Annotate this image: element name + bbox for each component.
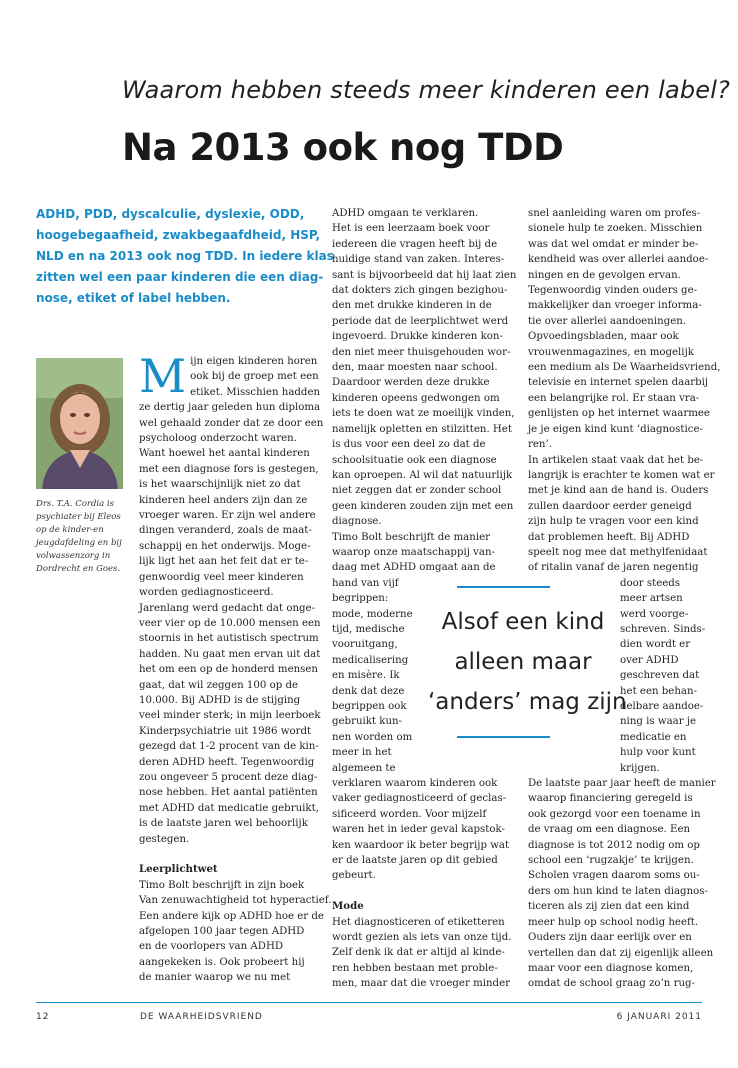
magazine-name: DE WAARHEIDSVRIEND [140,1012,263,1022]
body-line: deren ADHD heeft. Tegenwoordig [139,756,315,768]
body-line: lijk ligt het aan het feit dat er te- [139,556,309,568]
body-line: vooruitgang, [332,639,398,651]
body-line: meer in het [332,747,392,759]
body-line: veer vier op de 10.000 mensen een [139,617,321,629]
photo-caption [36,498,126,576]
body-line: Het diagnosticeren of etiketteren [332,916,505,928]
body-line: langrijk is erachter te komen wat er [528,469,715,481]
body-line: begrippen ook [332,701,407,712]
body-line: algemeen te [332,762,396,774]
caption-line: volwassenzorg in [36,551,111,561]
body-line: Scholen vragen daarom soms ou- [528,870,700,882]
body-line: zou ongeveer 5 procent deze diag- [139,771,318,783]
body-line: dat problemen heeft. Bij ADHD [528,531,690,543]
body-line: diagnose. [332,516,382,528]
author-photo [36,358,123,489]
body-line: medicatie en [620,731,687,743]
column-body [332,915,514,992]
page-number: 12 [36,1012,50,1022]
body-line: Ouders zijn daar eerlijk over en [528,932,692,944]
body-line: ders om hun kind te laten diagnos- [528,885,708,897]
body-line: meer hulp op school nodig heeft. [528,916,699,928]
body-line: nen worden om [332,731,413,743]
body-line: Want hoewel het aantal kinderen [139,448,310,460]
caption-line: jeugdafdeling en bij [36,538,122,548]
body-line: schreven. Sinds- [620,623,706,635]
pull-quote-rule-bottom [457,736,550,738]
body-line: over ADHD [620,654,679,666]
drop-cap: M [139,349,187,403]
column-body-narrow [620,576,708,776]
body-line: diagnose is tot 2012 nodig om op [528,839,700,851]
body-line: In artikelen staat vaak dat het be- [528,454,704,466]
intro-line: hoogebegaafheid, zwakbegaafdheid, HSP, [36,228,321,242]
body-line: namelijk opletten en stilzitten. Het [332,423,512,435]
body-line: iets te doen wat ze moeilijk vinden, [332,408,515,420]
pull-quote-rule-top [457,586,550,588]
body-line: vertellen dan dat zij eigenlijk alleen [528,947,714,959]
issue-date: 6 JANUARI 2011 [616,1012,702,1022]
body-line: door steeds [620,577,681,589]
body-line: wordt gezien als iets van onze tijd. [332,932,512,944]
body-line: was dat wel omdat er minder be- [528,238,699,250]
body-line: gezegd dat 1-2 procent van de kin- [139,741,319,753]
body-line: sant is bijvoorbeeld dat hij laat zien [332,269,517,281]
body-line: aangekeken is. Ook probeert hij [139,956,305,968]
body-line: waren het in ieder geval kapstok- [332,824,505,836]
body-line: geen kinderen zouden zijn met een [332,500,514,512]
body-line: begrippen: [332,593,389,605]
body-line: krijgen. [620,762,660,774]
body-line: ingevoerd. Drukke kinderen kon- [332,331,503,343]
body-line: Tegenwoordig vinden ouders ge- [528,285,698,297]
column-body [139,400,324,847]
body-line: periode dat de leerplichtwet werd [332,315,509,327]
body-line: speelt nog mee dat methylfenidaat [528,546,708,558]
body-line: mode, moderne [332,608,413,620]
body-line: Daardoor werden deze drukke [332,377,490,389]
body-line: Opvoedingsbladen, maar ook [528,331,679,343]
body-line: vroeger waren. Er zijn wel andere [139,510,316,522]
body-line: ook bij de groep met een [190,371,319,383]
column-body [332,206,517,884]
column-opening [139,349,321,403]
body-line: met ADHD dat medicatie gebruikt, [139,802,319,814]
body-line: gebeurt. [332,870,376,882]
body-line: is het waarschijnlijk niet zo dat [139,479,301,491]
body-line: televisie en internet spelen daarbij [528,377,709,389]
intro-line: nose, etiket of label hebben. [36,291,231,305]
body-line: met een diagnose fors is gestegen, [139,463,319,475]
article-column-1 [139,349,332,986]
body-line: makkelijker dan vroeger informa- [528,300,702,312]
body-line: kan oproepen. Al wil dat natuurlijk [332,469,513,481]
body-line: is dus voor een deel zo dat de [332,439,486,451]
body-line: omdat de school graag zo’n rug- [528,978,695,990]
body-line: waarop financiering geregeld is [528,793,693,805]
body-line: dat dokters zich gingen bezighou- [332,285,508,297]
body-line: iedereen die vragen heeft bij de [332,238,498,250]
body-line: Kinderpsychiatrie uit 1986 wordt [139,725,312,737]
body-line: sionele hulp te zoeken. Misschien [528,223,703,235]
body-line: gestegen. [139,833,190,845]
body-line: ren’. [528,439,552,451]
body-line: een medium als De Waarheidsvriend, [528,362,721,374]
intro-line: zitten wel een paar kinderen die een diag- [36,270,324,284]
pull-quote [428,602,627,722]
article-headline: Na 2013 ook nog TDD [122,126,564,169]
caption-line: psychiater bij Eleos [36,512,121,522]
body-line: kendheid was over allerlei aandoe- [528,254,709,266]
body-line: de vraag om een diagnose. Een [528,824,691,836]
body-line: veel minder sterk; in mijn leerboek [139,710,321,722]
column-body [528,776,716,992]
body-line: vaker gediagnosticeerd of geclas- [332,793,507,805]
body-line: met je kind aan de hand is. Ouders [528,485,709,497]
body-line: meer artsen [620,593,683,605]
body-line: ticeren als zij zien dat een kind [528,901,690,913]
body-line: hulp voor kunt [620,747,696,759]
body-line: den, maar moesten naar school. [332,362,498,374]
body-line: gebruikt kun- [332,716,403,728]
body-line: ken waardoor ik beter begrijp wat [332,839,510,851]
article-column-3 [528,206,721,992]
body-line: medicalisering [332,654,409,666]
body-line: Van zenuwachtigheid tot hyperactief. [139,895,332,907]
body-line: geschreven dat [620,670,700,682]
body-line: Timo Bolt beschrijft de manier [332,531,490,543]
caption-line: Dordrecht en Goes. [36,564,121,574]
body-line: 10.000. Bij ADHD is de stijging [139,694,301,706]
pull-quote-line: alleen maar [454,649,592,675]
body-line: kinderen opeens gedwongen om [332,392,500,404]
body-line: ren hebben bestaan met proble- [332,962,498,974]
footer-rule [36,1002,702,1003]
subheading: Leerplichtwet [139,863,218,876]
body-line: snel aanleiding waren om profes- [528,208,701,219]
body-line: etiket. Misschien hadden [190,386,321,398]
body-line: gaat, dat wil zeggen 100 op de [139,679,299,691]
body-line: daag met ADHD omgaat aan de [332,562,496,574]
body-line: het om een op de honderd mensen [139,664,318,676]
body-line: werd voorge- [620,608,689,620]
body-line: Timo Bolt beschrijft in zijn boek [139,879,305,891]
body-line: huidige stand van zaken. Interes- [332,254,505,266]
body-line: verklaren waarom kinderen ook [332,778,498,790]
body-line: of ritalin vanaf de jaren negentig [528,562,699,574]
body-line: dien wordt er [620,639,691,651]
body-line: denk dat deze [332,685,405,697]
body-line: het een behan- [620,685,697,697]
body-line: en de voorlopers van ADHD [139,941,283,953]
body-line: zijn hulp te vragen voor een kind [528,516,699,528]
body-line: afgelopen 100 jaar tegen ADHD [139,926,305,938]
caption-line: op de kinder-en [36,525,104,535]
article-column-2 [332,206,517,992]
body-line: waarop onze maatschappij van- [332,546,495,558]
intro-line: ADHD, PDD, dyscalculie, dyslexie, ODD, [36,207,305,221]
body-line: psycholoog onderzocht waren. [139,433,297,445]
body-line: maar voor een diagnose komen, [528,962,694,974]
body-line: worden gediagnosticeerd. [139,587,274,599]
body-line: vrouwenmagazines, en mogelijk [528,346,694,358]
body-line: tie over allerlei aandoeningen. [528,315,687,327]
body-line: de manier waarop we nu met [139,972,291,984]
body-line: Een andere kijk op ADHD hoe er de [139,910,324,922]
body-line: ijn eigen kinderen horen [190,356,318,367]
body-line: Jarenlang werd gedacht dat onge- [139,602,316,614]
body-line: ook gezorgd voor een toename in [528,808,701,820]
body-line: men, maar dat die vroeger minder [332,978,510,990]
body-line: delbare aandoe- [620,701,704,712]
body-line: is de laatste jaren wel behoorlijk [139,818,308,830]
body-line: school een ‘rugzakje’ te krijgen. [528,855,694,867]
body-line: den niet meer thuisgehouden wor- [332,346,511,358]
body-line: Het is een leerzaam boek voor [332,223,490,235]
body-line: een belangrijke rol. Er staan vra- [528,392,700,404]
body-line: sificeerd worden. Voor mijzelf [332,808,487,820]
column-body [139,878,332,986]
body-line: hadden. Nu gaat men ervan uit dat [139,648,321,660]
body-line: stoornis in het autistisch spectrum [139,633,319,645]
body-line: ning is waar je [620,716,697,728]
body-line: Zelf denk ik dat er altijd al kinde- [332,947,505,959]
body-line: tijd, medische [332,623,405,635]
body-line: wel gehaald zonder dat ze door een [139,417,324,429]
body-line: ningen en de gevolgen ervan. [528,269,681,281]
body-line: kinderen heel anders zijn dan ze [139,494,308,506]
body-line: schappij en het onderwijs. Moge- [139,540,311,552]
column-body [528,206,721,576]
body-line: je je eigen kind kunt ‘diagnostice- [528,423,703,435]
body-line: zullen daardoor eerder geneigd [528,500,692,512]
body-line: genlijsten op het internet waarmee [528,408,710,420]
body-line: De laatste paar jaar heeft de manier [528,778,716,790]
body-line: den met drukke kinderen in de [332,300,492,312]
body-line: nose hebben. Het aantal patiënten [139,787,318,799]
article-intro [36,204,334,309]
intro-line: NLD en na 2013 ook nog TDD. In iedere klas [36,249,334,263]
body-line: schoolsituatie ook een diagnose [332,454,497,466]
body-line: genwoordig veel meer kinderen [139,571,304,583]
caption-line: Drs. T.A. Cordia is [36,499,115,509]
body-line: ze dertig jaar geleden hun diploma [139,402,321,414]
subheading: Mode [332,900,364,913]
body-line: dingen veranderd, zoals de maat- [139,525,312,537]
body-line: er de laatste jaren op dit gebied [332,855,498,867]
body-line: niet zeggen dat er zonder school [332,485,502,497]
pull-quote-line: Alsof een kind [441,609,605,635]
body-line: hand van vijf [332,577,399,589]
article-kicker: Waarom hebben steeds meer kinderen een label? [122,76,731,104]
pull-quote-line: ‘anders’ mag zijn [428,689,627,715]
body-line: en misère. Ik [332,670,400,682]
body-line: ADHD omgaan te verklaren. [332,208,479,219]
